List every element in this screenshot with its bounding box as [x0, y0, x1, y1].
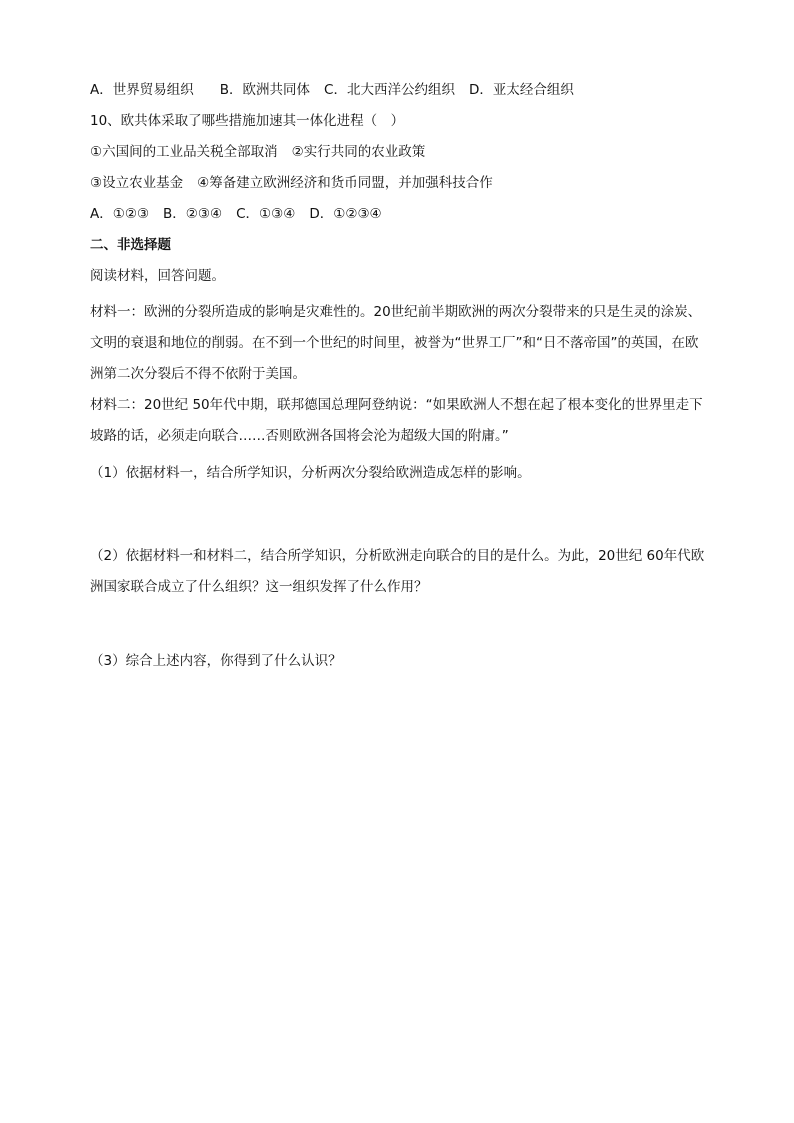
q10-options [90, 204, 710, 224]
q10-items-row-2 [90, 173, 710, 193]
exam-page [90, 80, 710, 682]
q10-item-1: ①六国间的工业品关税全部取消 [90, 144, 278, 160]
q10-option-d: D．①②③④ [309, 206, 382, 222]
q10-item-4: ④筹备建立欧洲经济和货币同盟，并加强科技合作 [197, 175, 493, 191]
q10-item-3: ③设立农业基金 [90, 175, 184, 191]
q10-items-row-1 [90, 142, 710, 162]
q9-option-b: B．欧洲共同体 [219, 82, 311, 98]
q10-option-a: A．①②③ [90, 206, 150, 222]
question-3: （3）综合上述内容，你得到了什么认识？ [90, 653, 342, 669]
question-2: （2）依据材料一和材料二，结合所学知识，分析欧洲走向联合的目的是什么。为此，20世纪 60年代欧洲国家联合成立了什么组织？这一组织发挥了什么作用？ [90, 548, 705, 595]
instruction: 阅读材料，回答问题。 [90, 268, 225, 284]
q10-option-b: B．②③④ [163, 206, 223, 222]
material-1: 材料一：欧洲的分裂所造成的影响是灾难性的。20世纪前半期欧洲的两次分裂带来的只是生灵的涂炭、文明的衰退和地位的削弱。在不到一个世纪的时间里，被誉为“世界工厂”和“日不落帝国”的英国，在欧洲第二次分裂后不得不依附于美国。 [90, 304, 702, 382]
material-2: 材料二：20世纪 50年代中期，联邦德国总理阿登纳说：“如果欧洲人不想在起了根本变化的世界里走下坡路的话，必须走向联合……否则欧洲各国将会沦为超级大国的附庸。” [90, 397, 703, 444]
section-title: 二、非选择题 [90, 237, 171, 253]
q10-option-c: C．①③④ [236, 206, 296, 222]
q9-option-a: A．世界贸易组织 [90, 82, 194, 98]
q10-item-2: ②实行共同的农业政策 [291, 144, 426, 160]
q9-option-d: D．亚太经合组织 [468, 82, 574, 98]
question-1: （1）依据材料一，结合所学知识，分析两次分裂给欧洲造成怎样的影响。 [90, 465, 531, 481]
q10-stem: 10、欧共体采取了哪些措施加速其一体化进程（ ） [90, 113, 405, 129]
q9-options [90, 80, 710, 100]
q9-option-c: C．北大西洋公约组织 [324, 82, 455, 98]
